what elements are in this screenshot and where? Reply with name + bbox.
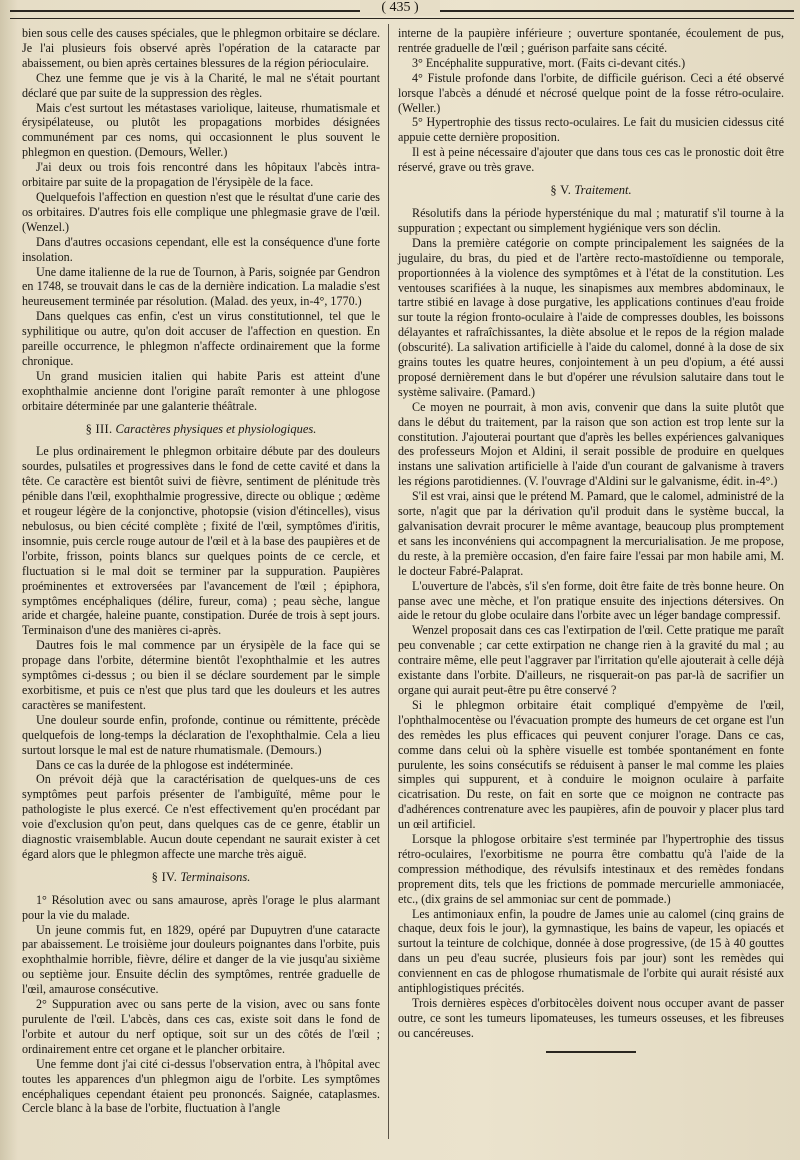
section-heading (398, 183, 784, 198)
right-column (398, 26, 784, 1053)
paragraph: J'ai deux ou trois fois rencontré dans les hôpitaux l'abcès intra-orbitaire par suite de la propagation de l'érysipèle de la face. (22, 160, 380, 190)
paragraph: Une femme dont j'ai cité ci-dessus l'observation entra, à l'hôpital avec toutes les apparences d'un phlegmon aigu de l'orbite. Les symptômes encéphaliques cependant étaient peu prononcés. Saignée, cataplasmes. Cercle blanc à la base de l'orbite, fluctuation à l'angle (22, 1056, 380, 1116)
paragraph: S'il est vrai, ainsi que le prétend M. Pamard, que le calomel, administré de la sorte, n'agit que par la dérivation qu'il produit dans le système buccal, la galvanisation devrait procurer le même avantage, beaucoup plus promptement et sans les inconvéniens qui accompagnent la mercurialisation. Je me propose, du reste, à la première occasion, d'en faire faire l'essai par mon habile ami, M. le docteur Fabré-Palaprat. (398, 489, 784, 578)
paragraph: Chez une femme que je vis à la Charité, le mal ne s'était pourtant déclaré que par suite de la suppression des règles. (22, 70, 380, 100)
paragraph: Une douleur sourde enfin, profonde, continue ou rémittente, précède quelquefois de long-temps la déclaration de l'exophthalmie. Cela a lieu surtout lorsque le mal est de nature rhumatismale. (Demours.) (22, 712, 380, 757)
paragraph: Un grand musicien italien qui habite Paris est atteint d'une exophthalmie ancienne dont l'origine paraît remonter à une phlogose orbitaire déterminée par une galanterie théâtrale. (22, 368, 380, 413)
paragraph: 4° Fistule profonde dans l'orbite, de difficile guérison. Ceci a été observé lorsque l'abcès a dénudé et nécrosé quelque point de la fosse rétro-oculaire. (Weller.) (398, 70, 784, 115)
paragraph: Dans d'autres occasions cependant, elle est la conséquence d'une forte insolation. (22, 234, 380, 264)
section-number: § IV. (151, 869, 178, 884)
paragraph: Dans ce cas la durée de la phlogose est indéterminée. (36, 757, 294, 772)
paragraph: Dans la première catégorie on compte principalement les saignées de la jugulaire, du bras, du pied et de l'artère recto-mastoïdienne ou temporale, proportionnées à la violence des symptômes et à l'état de la constitution. Les ventouses scarifiées à la nuque, les sinapismes aux membres abdominaux, le tartre stibié en lavage à dose purgative, les applications continues d'eau froide sur toute la région fronto-oculaire à l'aide de compresses doubles, les boissons délayantes et rafraîchissantes, la diète absolue et le repos de la région malade (obscurité). La salivation artificielle à l'aide du calomel, donné à la dose de six grains toutes les quatre heures, conjointement à un peu d'opium, a été aussi proposé dernièrement dans le but d'opérer une révulsion salutaire dans tout le système salivaire. (Pamard.) (398, 235, 784, 399)
left-column (22, 26, 380, 1116)
paragraph: Lorsque la phlogose orbitaire s'est terminée par l'hypertrophie des tissus rétro-oculaires, l'exorbitisme ne pourra être combattu qu'à l'aide de la compression méthodique, des révulsifs intestinaux et des remèdes fondans proprement dits, tels que les frictions de pommade mercurielle ammoniacée, etc., (dix grains de sel ammoniac sur cent de pommade.) (398, 832, 784, 906)
column-divider (388, 24, 389, 1139)
paragraph: Dans quelques cas enfin, c'est un virus constitutionnel, tel que le syphilitique ou autre, qu'on doit accuser de l'affection en question. En pareille occurrence, le phlegmon n'affecte ordinairement que la forme chronique. (22, 309, 380, 368)
paragraph: Résolutifs dans la période hypersténique du mal ; maturatif s'il tourne à la suppuration ; expectant ou simplement hygiénique vers son déclin. (398, 205, 784, 235)
paragraph: Les antimoniaux enfin, la poudre de James unie au calomel (cinq grains de chaque, deux fois le jour), la gymnastique, les bains de vapeur, les opiacés et surtout la teinture de colchique, donnée à dose progressive, (de 15 à 40 gouttes dans un peu d'eau sucrée, plusieurs fois par jour) sont les remèdes qui conviennent en cas de phlogose rhumatismale de l'orbite qui aurait résisté aux antiphlogistiques précités. (398, 906, 784, 996)
paragraph: Le plus ordinairement le phlegmon orbitaire débute par des douleurs sourdes, pulsatiles et progressives dans le fond de cette cavité et dans la tête. Ce caractère est bientôt suivi de fièvre, sentiment de plénitude très pénible dans l'œil, exophthalmie progressive, directe ou oblique ; œdème et rougeur légère de la conjonctive, photopsie (vision d'étincelles), visus nebulosus, ou bien cécité complète ; fixité de l'œil, symptômes d'iritis, insomnie, puis cercle rouge autour de l'œil et à la base des paupières et de l'orbite, frisson, points blancs sur quelques points de ce cercle, et fluctuation si le mal doit se terminer par la suppuration. Paupières proéminentes et extroversées par l'avancement de l'œil ; épiphora, symptômes encéphaliques (délire, fureur, coma) ; peau sèche, langue aride et chargée, haleine puante, constipation. Durée de trois à sept jours. Terminaison d'une des manières ci-après. (22, 444, 380, 638)
paragraph: interne de la paupière inférieure ; ouverture spontanée, écoulement de pus, rentrée graduelle de l'œil ; guérison parfaite sans cécité. (398, 26, 784, 55)
paragraph: L'ouverture de l'abcès, s'il s'en forme, doit être faite de très bonne heure. On panse avec une mèche, et l'on pratique ensuite des injections détersives. On aide le retour du globe oculaire dans l'orbite avec un léger bandage compressif. (398, 578, 784, 623)
section-heading (22, 870, 380, 885)
section-title: Traitement. (574, 183, 632, 198)
paragraph: 5° Hypertrophie des tissus recto-oculaires. Le fait du musicien cidessus cité appuie cette dernière proposition. (398, 115, 784, 145)
paragraph: Mais c'est surtout les métastases variolique, laiteuse, rhumatismale et érysipélateuse, ou plutôt les propagations morbides désignées communément par ces noms, qui occasionnent le plus souvent le phlegmon en question. (Demours, Weller.) (22, 100, 380, 160)
paragraph: Wenzel proposait dans ces cas l'extirpation de l'œil. Cette pratique me paraît peu convenable ; car cette extirpation ne change rien à la gravité du mal ; au contraire même, elle peut l'aggraver par l'irritation qu'elle ajouterait à celle déjà existante dans l'orbite. D'ailleurs, ne risquerait-on pas par-là de sacrifier un organe qui aurait peut-être pu être conservé ? (398, 623, 784, 697)
section-number: § III. (85, 421, 113, 436)
paragraph: Dautres fois le mal commence par un érysipèle de la face qui se propage dans l'orbite, détermine bientôt l'exophthalmie et les autres symptômes ci-dessus ; ou bien il se déclare sourdement par le simple exorbitisme, et puis ce n'est que plus tard que les douleurs et les autres caractères se manifestent. (22, 638, 380, 712)
paragraph: Quelquefois l'affection en question n'est que le résultat d'une carie des os orbitaires. D'autres fois elle complique une phlegmasie grave de l'œil. (Wenzel.) (22, 189, 380, 234)
section-title: Terminaisons. (180, 869, 251, 884)
paragraph: 1° Résolution avec ou sans amaurose, après l'orage le plus alarmant pour la vie du malade. (22, 892, 380, 922)
page-number: ( 435 ) (360, 0, 440, 16)
paragraph: Une dame italienne de la rue de Tournon, à Paris, soignée par Gendron en 1748, se trouvait dans le cas de la dernière indication. La maladie s'est heureusement terminée par résolution. (Malad. des yeux, in-4°, 1770.) (22, 264, 380, 309)
paragraph: Un jeune commis fut, en 1829, opéré par Dupuytren d'une cataracte par abaissement. Le troisième jour douleurs poignantes dans l'orbite, puis exophthalmie horrible, fièvre, délire et danger de la vie jusqu'au sixième ou septième jour. Ensuite déclin des symptômes, rentrée graduelle de l'œil, amaurose consécutive. (22, 922, 380, 997)
paragraph: Trois dernières espèces d'orbitocèles doivent nous occuper avant de passer outre, ce sont les tumeurs lipomateuses, les tumeurs osseuses, et les fibreuses ou cancéreuses. (398, 996, 784, 1040)
paragraph: On prévoit déjà que la caractérisation de quelques-uns de ces symptômes peut parfois présenter de l'ambiguïté, même pour le pathologiste le plus exercé. Ce n'est effectivement qu'en procédant par voie d'exclusion qu'on peut, dans quelques cas de ce genre, établir un diagnostic vraisemblable. Aucun doute cependant ne saurait exister à cet égard alors que le phlegmon affecte une marche très aiguë. (22, 772, 380, 861)
section-title: Caractères physiques et physiologiques. (115, 421, 317, 436)
paragraph: 3° Encéphalite suppurative, mort. (Faits ci-devant cités.) (412, 55, 686, 70)
section-number: § V. (550, 183, 572, 198)
paragraph: 2° Suppuration avec ou sans perte de la vision, avec ou sans fonte purulente de l'œil. L'abcès, dans ces cas, existe soit dans le fond de l'orbite et autour du nerf optique, soit sur un des côtés de l'œil ; ordinairement entre cet organe et le plancher orbitaire. (22, 997, 380, 1056)
paragraph: Si le phlegmon orbitaire était compliqué d'empyème de l'œil, l'ophthalmocentèse ou l'évacuation prompte des humeurs de cet organe est l'un des remèdes les plus efficaces qui peuvent conjurer l'orage. Dans ce cas, comme dans celui où la sphère visuelle est tombée spontanément en fonte purulente, les soins consécutifs se réduisent à panser le mal comme les plaies simples qui suppurent, et à conduire le moignon oculaire à parfaite cicatrisation. Du reste, on fait en sorte que ce moignon ne contracte pas d'adhérences contrenature avec les paupières, afin de pouvoir y placer plus tard un œil artificiel. (398, 697, 784, 832)
paragraph: Il est à peine nécessaire d'ajouter que dans tous ces cas le pronostic doit être réservé, grave ou très grave. (398, 145, 784, 175)
paragraph: Ce moyen ne pourrait, à mon avis, convenir que dans la suite plutôt que dans le début du traitement, par la raison que son action est trop lente sur la constitution. J'ajouterai pourtant que d'après les belles expériences galvaniques des professeurs Mojon et Aldini, il serait possible de produire en quelques instans une salivation artificielle à l'aide d'un courant de galvanisme à travers les régions parotidiennes. (V. l'ouvrage d'Aldini sur le galvanisme, édit. in-4°.) (398, 399, 784, 489)
end-rule (546, 1051, 636, 1053)
section-heading (22, 422, 380, 437)
paragraph: bien sous celle des causes spéciales, que le phlegmon orbitaire se déclare. Je l'ai plusieurs fois observé après l'opération de la cataracte par abaissement, ou bien après certaines blessures de la région périoculaire. (22, 26, 380, 70)
